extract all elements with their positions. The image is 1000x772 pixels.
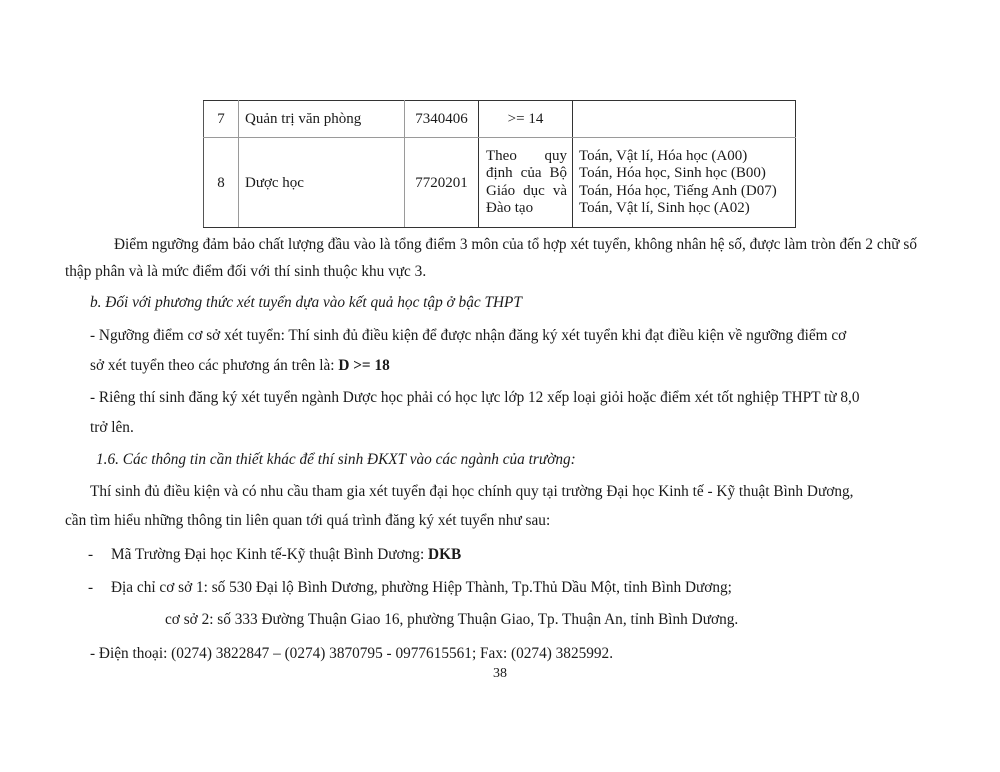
base-threshold-value: D >= 18: [338, 357, 390, 374]
section-heading-b: b. Đối với phương thức xét tuyển dựa vào kết quả học tập ở bậc THPT: [90, 294, 522, 311]
address-item: [88, 579, 732, 597]
threshold: >= 14: [479, 101, 573, 138]
pharmacy-requirement-line1: - Riêng thí sinh đăng ký xét tuyển ngành Dược học phải có học lực lớp 12 xếp loại giỏi hoặc điểm xét tốt nghiệp THPT từ 8,0: [90, 389, 860, 406]
major-name: Dược học: [239, 138, 405, 228]
table-row: [204, 138, 796, 228]
school-code-label: Mã Trường Đại học Kinh tế-Kỹ thuật Bình Dương:: [111, 546, 429, 563]
bullet-dash: -: [88, 546, 94, 563]
threshold: Theo quy định của Bộ Giáo dục và Đào tạo: [479, 138, 573, 228]
section-heading-1-6: 1.6. Các thông tin cần thiết khác để thí sinh ĐKXT vào các ngành của trường:: [96, 451, 576, 468]
address-campus-2: cơ sở 2: số 333 Đường Thuận Giao 16, phường Thuận Giao, Tp. Thuận An, tỉnh Bình Dương.: [165, 611, 739, 628]
address-campus-1: Địa chỉ cơ sở 1: số 530 Đại lộ Bình Dương, phường Hiệp Thành, Tp.Thủ Dầu Một, tỉnh Bình Dương;: [111, 579, 732, 596]
base-threshold-text: sở xét tuyển theo các phương án trên là:: [90, 357, 339, 374]
table-row: [204, 101, 796, 138]
base-threshold-line2: [90, 357, 390, 375]
base-threshold-line1: - Ngưỡng điểm cơ sở xét tuyển: Thí sinh đủ điều kiện để được nhận đăng ký xét tuyển khi đạt điều kiện về ngưỡng điểm cơ: [90, 327, 847, 344]
subject-combination: Toán, Vật lí, Hóa học (A00): [579, 147, 748, 164]
subject-combination: Toán, Vật lí, Sinh học (A02): [579, 200, 750, 216]
school-code-item: [88, 546, 461, 564]
admission-table: [203, 100, 796, 228]
major-code: 7720201: [405, 138, 479, 228]
page-number: 38: [493, 666, 507, 681]
bullet-dash: -: [88, 579, 94, 596]
major-code: 7340406: [405, 101, 479, 138]
threshold-note-line1: Điểm ngưỡng đảm bảo chất lượng đầu vào là tổng điểm 3 môn của tổ hợp xét tuyển, không nhân hệ số, được làm tròn đến 2 chữ số: [114, 236, 918, 253]
info-intro-line1: Thí sinh đủ điều kiện và có nhu cầu tham gia xét tuyển đại học chính quy tại trường Đại học Kinh tế - Kỹ thuật Bình Dương,: [90, 483, 854, 500]
subject-combinations: [573, 138, 796, 228]
subject-combination: Toán, Hóa học, Sinh học (B00): [579, 165, 766, 181]
phone-fax-line: - Điện thoại: (0274) 3822847 – (0274) 3870795 - 0977615561; Fax: (0274) 3825992.: [90, 645, 614, 662]
row-number: 7: [204, 101, 239, 138]
row-number: 8: [204, 138, 239, 228]
threshold-note-line2: thập phân và là mức điểm đối với thí sinh thuộc khu vực 3.: [65, 263, 427, 280]
school-code-value: DKB: [428, 546, 462, 563]
major-name: Quản trị văn phòng: [239, 101, 405, 138]
pharmacy-requirement-line2: trở lên.: [90, 419, 134, 436]
info-intro-line2: cần tìm hiểu những thông tin liên quan tới quá trình đăng ký xét tuyển như sau:: [65, 512, 551, 529]
subject-combinations: [573, 101, 796, 138]
subject-combination: Toán, Hóa học, Tiếng Anh (D07): [579, 182, 777, 199]
